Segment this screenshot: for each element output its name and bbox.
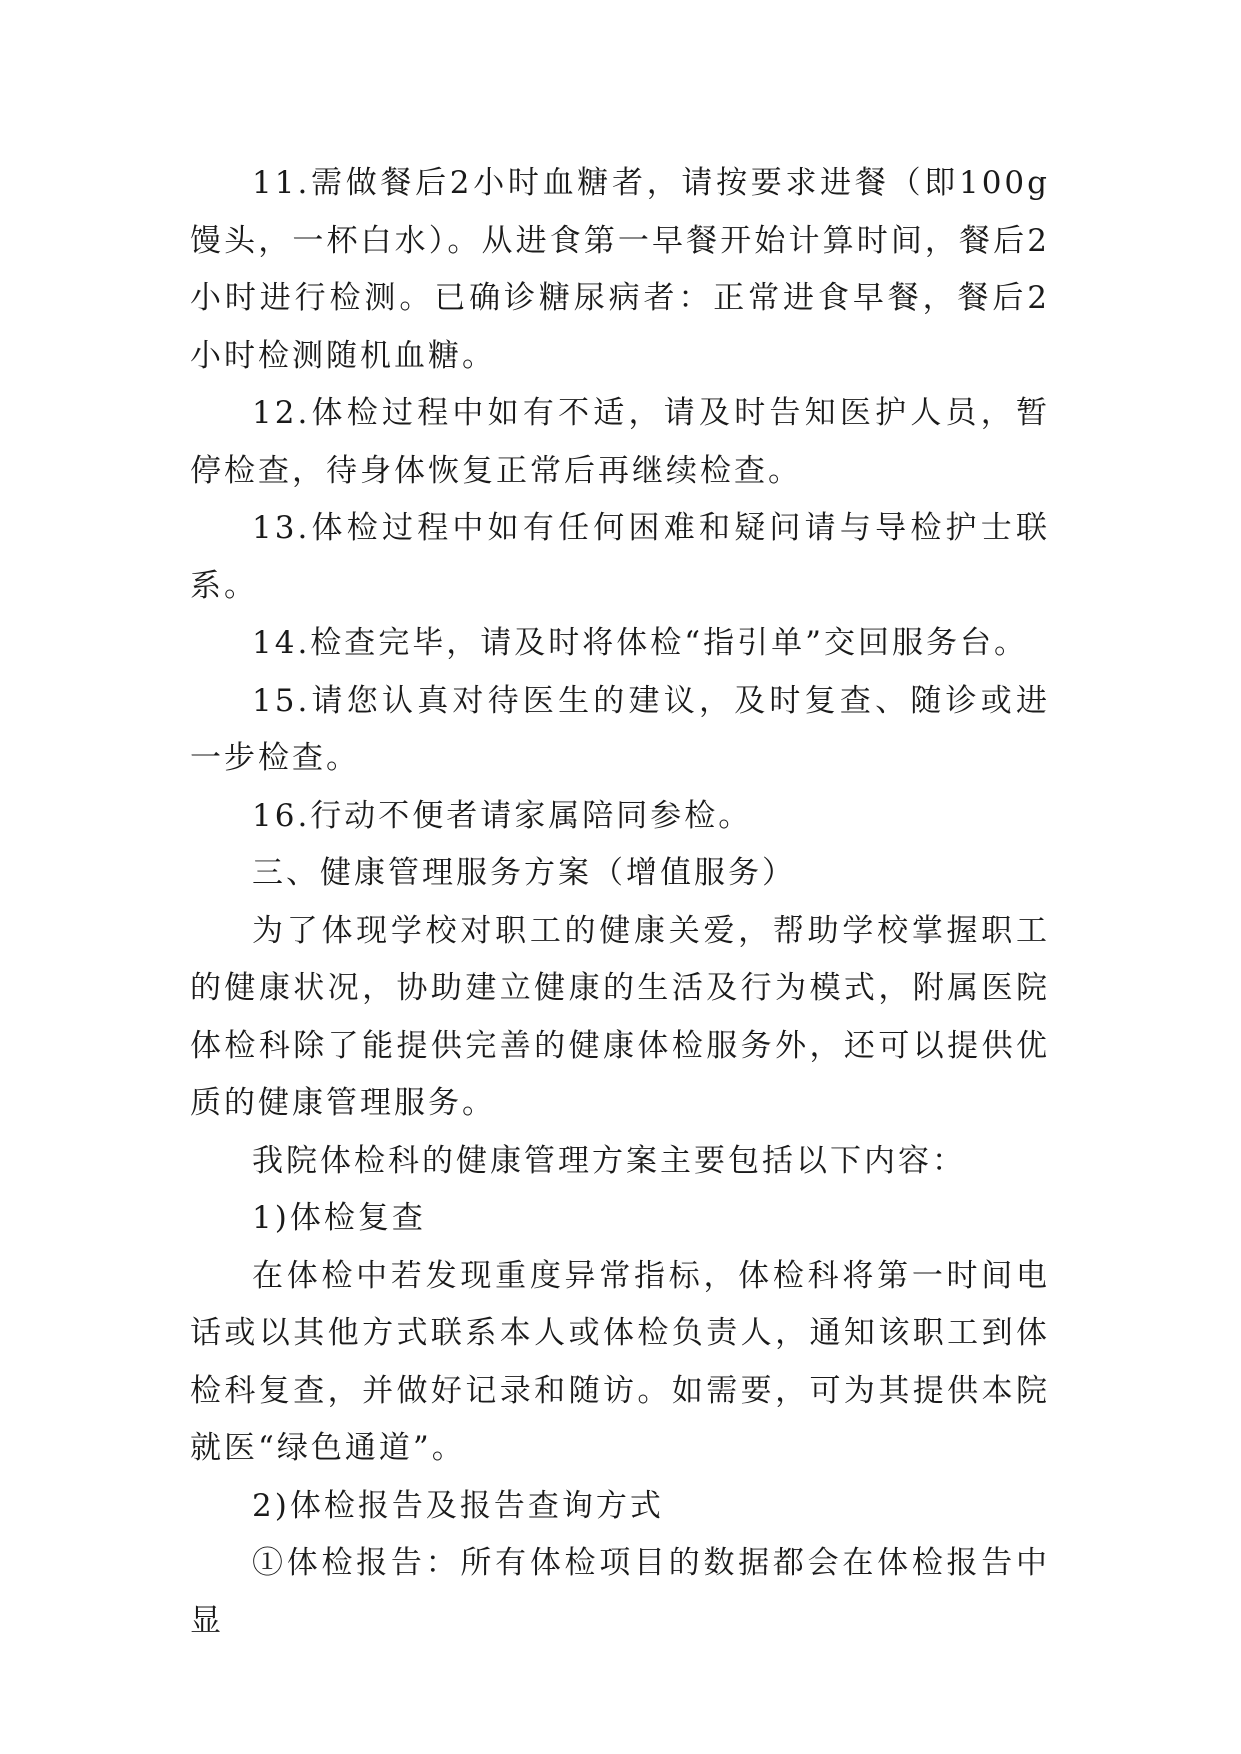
item-13-questions: 13.体检过程中如有任何困难和疑问请与导检护士联系。 [190,510,1050,604]
item-16-mobility-assist: 16.行动不便者请家属陪同参检。 [252,797,753,834]
health-management-intro: 为了体现学校对职工的健康关爱，帮助学校掌握职工的健康状况，协助建立健康的生活及行为模式，附属医院体检科除了能提供完善的健康体检服务外，还可以提供优质的健康管理服务。 [190,912,1050,1121]
report-description: ①体检报告：所有体检项目的数据都会在体检报告中显 [190,1545,1050,1639]
subheading-report-query: 2)体检报告及报告查询方式 [252,1487,664,1524]
recheck-description: 在体检中若发现重度异常指标，体检科将第一时间电话或以其他方式联系本人或体检负责人，通知该职工到体检科复查，并做好记录和随访。如需要，可为其提供本院就医“绿色通道”。 [190,1257,1050,1466]
document-body [190,155,1050,1650]
plan-contents-intro: 我院体检科的健康管理方案主要包括以下内容： [252,1142,966,1179]
item-14-return-guide-sheet: 14.检查完毕，请及时将体检“指引单”交回服务台。 [252,625,1028,661]
section-heading-health-management: 三、健康管理服务方案（增值服务） [252,855,796,891]
item-12-discomfort: 12.体检过程中如有不适，请及时告知医护人员，暂停检查，待身体恢复正常后再继续检查。 [190,395,1050,489]
subheading-recheck: 1)体检复查 [252,1200,426,1236]
item-15-doctor-advice: 15.请您认真对待医生的建议，及时复查、随诊或进一步检查。 [190,682,1050,776]
item-11-postprandial-glucose: 11.需做餐后2小时血糖者，请按要求进餐（即100g馒头，一杯白水）。从进食第一早餐开始计算时间，餐后2小时进行检测。已确诊糖尿病者：正常进食早餐，餐后2小时检测随机血糖。 [190,165,1050,374]
